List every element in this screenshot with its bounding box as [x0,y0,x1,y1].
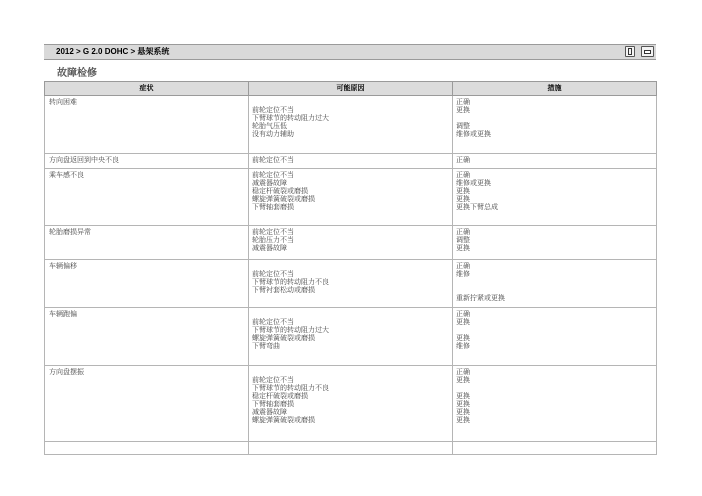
symptom-cell [45,169,249,226]
causes-cell [249,96,453,154]
symptom-text: 转向困难 [49,98,77,106]
action-item: 更换 [456,244,470,252]
symptom-text: 方向盘摆振 [49,368,84,376]
causes-cell [249,366,453,442]
action-item [456,384,653,392]
cause-item: 螺旋弹簧破裂或磨损 [252,195,315,203]
cause-item: 稳定杆破裂或磨损 [252,392,308,400]
action-item: 更换 [456,400,470,408]
cause-item: 轮胎压力不当 [252,236,294,244]
action-item: 维修 [456,270,470,278]
table-row [45,260,657,308]
action-item: 正确 [456,228,470,236]
print-icon[interactable] [641,46,654,57]
table-row [45,442,657,455]
action-item: 正确 [456,171,470,179]
cause-item: 下臂球节的转动阻力过大 [252,326,329,334]
column-header-causes: 可能原因 [249,82,453,96]
actions-cell [453,442,657,455]
action-item: 更换 [456,376,470,384]
table-row [45,226,657,260]
action-item: 正确 [456,262,470,270]
table-row [45,169,657,226]
cause-item: 下臂轴套磨损 [252,203,294,211]
table-row [45,308,657,366]
action-item: 更换 [456,106,470,114]
causes-cell [249,169,453,226]
action-item: 调整 [456,122,470,130]
action-item: 维修或更换 [456,130,491,138]
cause-item: 前轮定位不当 [252,318,294,326]
action-item: 更换 [456,392,470,400]
causes-cell [249,226,453,260]
symptom-cell [45,260,249,308]
action-item: 正确 [456,98,470,106]
action-item: 更换 [456,195,470,203]
symptom-text: 车辆跑偏 [49,310,77,318]
cause-item: 下臂衬套松动或磨损 [252,286,315,294]
symptom-cell [45,96,249,154]
table-header-row [45,82,657,96]
cause-item: 前轮定位不当 [252,156,294,164]
causes-cell [249,260,453,308]
cause-item: 没有动力辅助 [252,130,294,138]
symptom-text: 轮胎磨损异常 [49,228,91,236]
symptom-cell [45,366,249,442]
cause-item: 下臂轴套磨损 [252,400,294,408]
symptom-cell [45,154,249,169]
actions-cell [453,96,657,154]
manual-book-icon[interactable] [625,46,635,57]
action-item: 维修或更换 [456,179,491,187]
causes-cell [249,442,453,455]
table-row [45,366,657,442]
column-header-actions: 措施 [453,82,657,96]
cause-item: 轮胎气压低 [252,122,287,130]
symptom-text: 车辆偏移 [49,262,77,270]
symptom-text [49,444,245,452]
cause-item: 减震器故障 [252,179,287,187]
action-item: 更换 [456,416,470,424]
cause-item: 前轮定位不当 [252,171,294,179]
cause-item: 下臂球节的转动阻力过大 [252,114,329,122]
breadcrumb: 2012 > G 2.0 DOHC > 悬架系统 [56,47,170,56]
symptom-text: 方向盘返回到中央不良 [49,156,119,164]
causes-cell [249,308,453,366]
action-item: 更换 [456,334,470,342]
symptom-cell [45,226,249,260]
actions-cell [453,226,657,260]
column-header-symptom: 症状 [45,82,249,96]
symptom-cell [45,442,249,455]
action-item: 正确 [456,368,470,376]
table-row [45,154,657,169]
document-header-bar [44,44,656,60]
cause-item: 螺旋弹簧破裂或磨损 [252,416,315,424]
cause-item: 前轮定位不当 [252,270,294,278]
cause-item: 下臂球节的转动阻力不良 [252,278,329,286]
actions-cell [453,308,657,366]
action-item: 更换 [456,187,470,195]
symptom-text: 乘车感不良 [49,171,84,179]
action-item: 正确 [456,156,470,164]
symptom-cell [45,308,249,366]
cause-item: 稳定杆破裂或磨损 [252,187,308,195]
action-item: 更换下臂总成 [456,203,498,211]
action-item [456,326,653,334]
cause-item: 前轮定位不当 [252,228,294,236]
section-title: 故障检修 [57,68,97,79]
cause-item: 下臂弯曲 [252,342,280,350]
cause-item: 螺旋弹簧破裂或磨损 [252,334,315,342]
action-item: 维修 [456,342,470,350]
action-item: 更换 [456,408,470,416]
actions-cell [453,154,657,169]
action-item: 更换 [456,318,470,326]
action-item: 正确 [456,310,470,318]
cause-item: 下臂球节的转动阻力不良 [252,384,329,392]
actions-cell [453,260,657,308]
action-item [456,278,653,286]
actions-cell [453,169,657,226]
cause-item: 前轮定位不当 [252,106,294,114]
cause-item: 前轮定位不当 [252,376,294,384]
action-item [456,114,653,122]
cause-item: 减震器故障 [252,244,287,252]
troubleshooting-table [44,81,657,455]
action-item: 调整 [456,236,470,244]
action-item [456,286,653,294]
cause-item: 减震器故障 [252,408,287,416]
action-item: 重新拧紧或更换 [456,294,505,302]
table-row [45,96,657,154]
actions-cell [453,366,657,442]
causes-cell [249,154,453,169]
